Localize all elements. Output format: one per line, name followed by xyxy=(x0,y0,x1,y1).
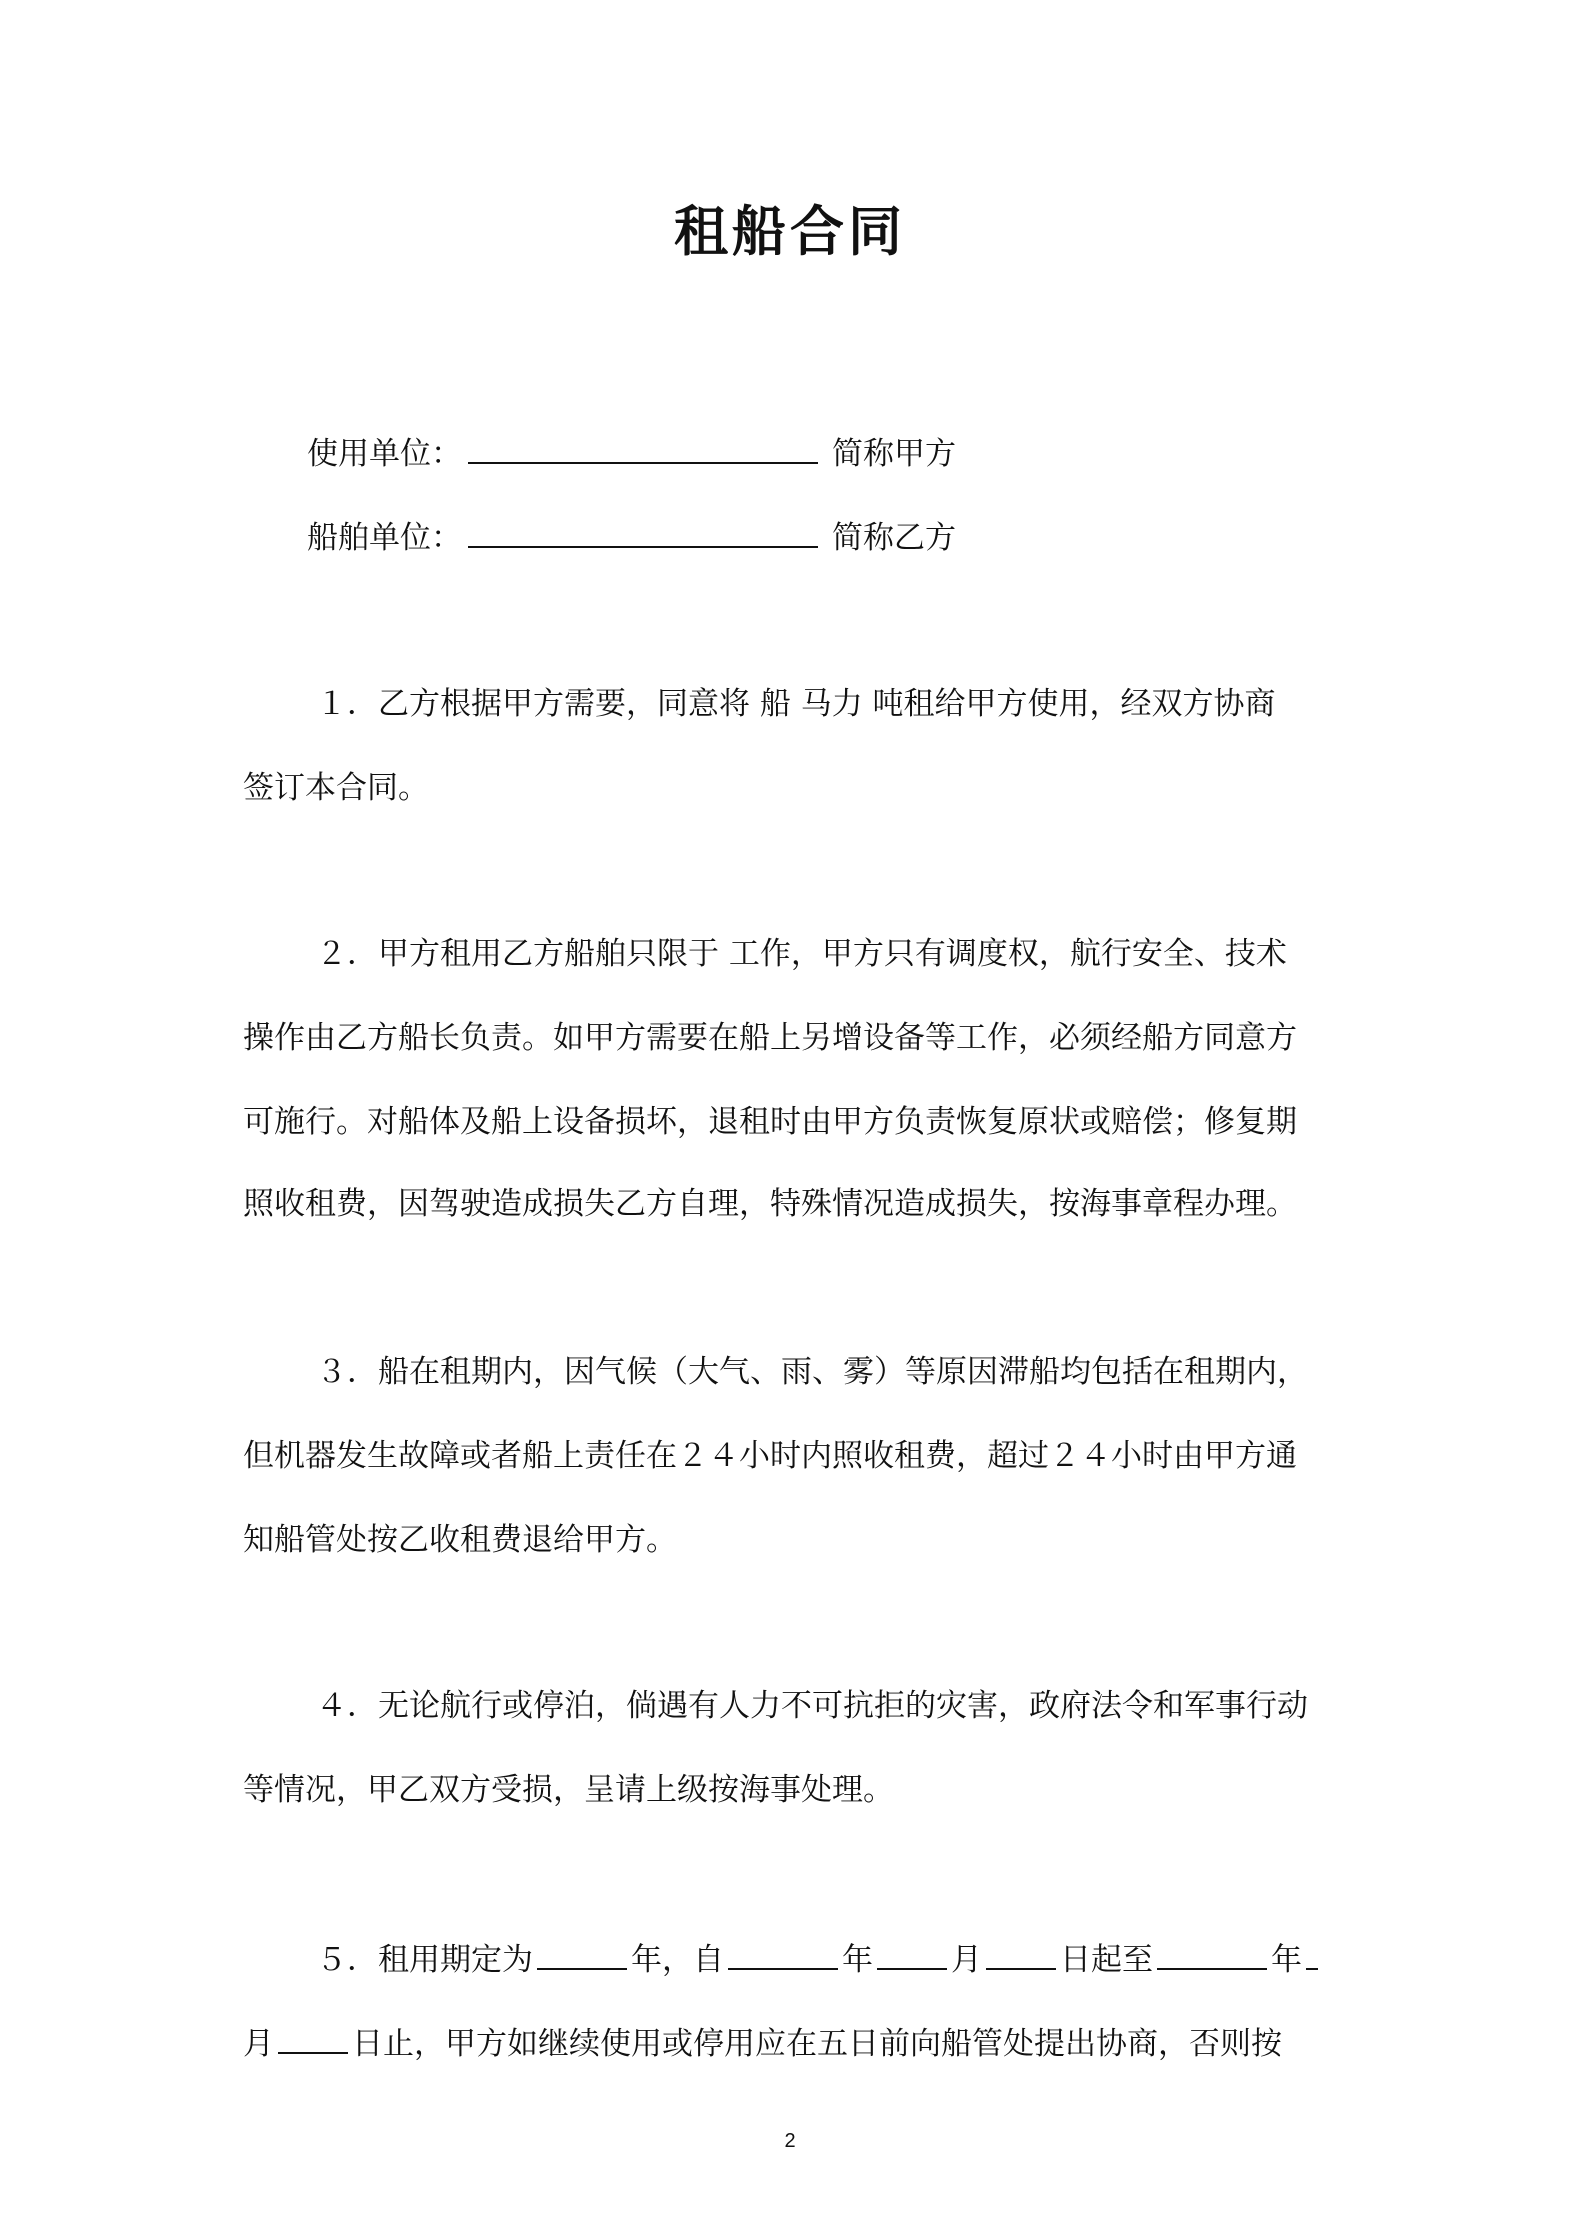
clause-3-line-3: 知船管处按乙收租费退给甲方。 xyxy=(243,1522,677,1558)
clause-5-text: 日起至 xyxy=(1060,1942,1153,1978)
field-suffix: 简称甲方 xyxy=(832,436,956,472)
clause-5-text: 月 xyxy=(243,2026,274,2062)
start-month-blank[interactable] xyxy=(877,1934,947,1970)
clause-2-line-3: 可施行。对船体及船上设备损坏，退租时由甲方负责恢复原状或赔偿；修复期 xyxy=(243,1104,1297,1140)
clause-3-line-1: ３．船在租期内，因气候（大气、雨、雾）等原因滞船均包括在租期内， xyxy=(316,1354,1308,1390)
start-year-blank[interactable] xyxy=(728,1934,838,1970)
clause-2-line-4: 照收租费，因驾驶造成损失乙方自理，特殊情况造成损失，按海事章程办理。 xyxy=(243,1186,1297,1222)
document-title: 租船合同 xyxy=(674,200,906,263)
clause-1-line-1: １．乙方根据甲方需要，同意将 船 马力 吨租给甲方使用，经双方协商 xyxy=(316,686,1276,722)
field-label: 船舶单位： xyxy=(307,520,462,556)
end-month-blank[interactable] xyxy=(1306,1934,1318,1970)
clause-5-text: 日止，甲方如继续使用或停用应在五日前向船管处提出协商，否则按 xyxy=(352,2026,1282,2062)
field-user-unit xyxy=(307,426,956,478)
clause-4-line-1: ４．无论航行或停泊，倘遇有人力不可抗拒的灾害，政府法令和军事行动 xyxy=(316,1688,1308,1724)
clause-5-text: 年 xyxy=(1271,1942,1302,1978)
page-number: 2 xyxy=(784,2130,796,2152)
start-day-blank[interactable] xyxy=(986,1934,1056,1970)
clause-4-line-2: 等情况，甲乙双方受损，呈请上级按海事处理。 xyxy=(243,1772,894,1808)
field-blank[interactable] xyxy=(468,510,818,548)
clause-5-text: ５．租用期定为 xyxy=(316,1942,533,1978)
clause-2-line-1: ２．甲方租用乙方船舶只限于 工作，甲方只有调度权，航行安全、技术 xyxy=(316,936,1287,972)
field-suffix: 简称乙方 xyxy=(832,520,956,556)
field-label: 使用单位： xyxy=(307,436,462,472)
clause-2-line-2: 操作由乙方船长负责。如甲方需要在船上另增设备等工作，必须经船方同意方 xyxy=(243,1020,1297,1056)
clause-1-line-2: 签订本合同。 xyxy=(243,770,429,806)
clause-5-line-1 xyxy=(316,1934,1322,1984)
field-blank[interactable] xyxy=(468,426,818,464)
clause-5-text: 年 xyxy=(842,1942,873,1978)
clause-5-text: 年，自 xyxy=(631,1942,724,1978)
clause-3-line-2: 但机器发生故障或者船上责任在２４小时内照收租费，超过２４小时由甲方通 xyxy=(243,1438,1297,1474)
clause-5-line-2 xyxy=(243,2018,1282,2068)
end-day-blank[interactable] xyxy=(278,2018,348,2054)
end-year-blank[interactable] xyxy=(1157,1934,1267,1970)
field-ship-unit xyxy=(307,510,956,562)
term-years-blank[interactable] xyxy=(537,1934,627,1970)
clause-5-text: 月 xyxy=(951,1942,982,1978)
